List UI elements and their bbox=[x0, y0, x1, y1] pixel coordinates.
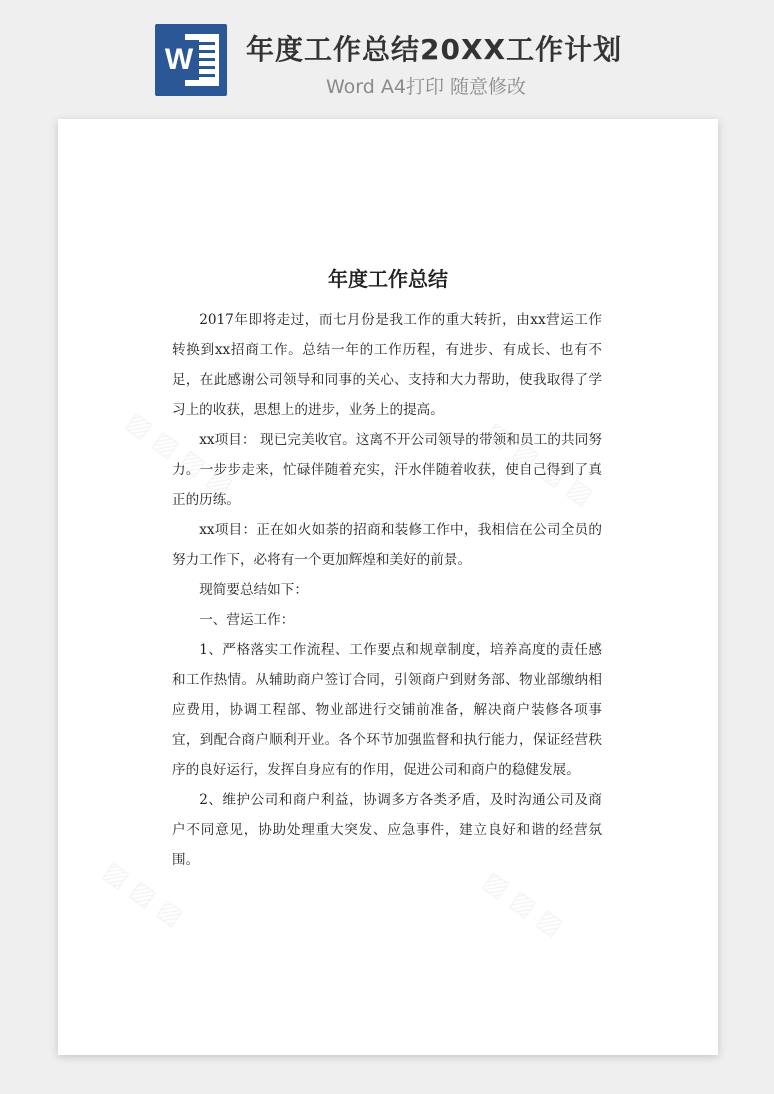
paragraph: 一、营运工作： bbox=[199, 612, 295, 628]
document-title: 年度工作总结 bbox=[328, 267, 448, 291]
word-letter-icon: W bbox=[159, 40, 199, 80]
paragraph: xx项目：正在如火如荼的招商和装修工作中，我相信在公司全员的努力工作下，必将有一个更加辉煌和美好的前景。 bbox=[172, 522, 602, 568]
document-body bbox=[172, 305, 602, 875]
paragraph: xx项目： 现已完美收官。这离不开公司领导的带领和员工的共同努力。一步步走来，忙碌伴随着充实，汗水伴随着收获，使自己得到了真正的历练。 bbox=[172, 432, 602, 508]
banner-subtitle: Word A4打印 随意修改 bbox=[326, 76, 527, 98]
paragraph: 2017年即将走过，而七月份是我工作的重大转折，由xx营运工作转换到xx招商工作。总结一年的工作历程，有进步、有成长、也有不足，在此感谢公司领导和同事的关心、支持和大力帮助，使我取得了学习上的收获，思想上的进步，业务上的提高。 bbox=[172, 312, 602, 418]
document-page bbox=[58, 119, 718, 1055]
watermark-decoration bbox=[478, 866, 569, 942]
banner-title: 年度工作总结20XX工作计划 bbox=[246, 33, 623, 66]
paragraph: 2、维护公司和商户利益，协调多方各类矛盾，及时沟通公司及商户不同意见，协助处理重大突发、应急事件，建立良好和谐的经营氛围。 bbox=[172, 792, 602, 868]
word-document-icon bbox=[155, 24, 227, 96]
paragraph: 1、严格落实工作流程、工作要点和规章制度，培养高度的责任感和工作热情。从辅助商户签订合同，引领商户到财务部、物业部缴纳相应费用，协调工程部、物业部进行交铺前准备，解决商户装修各项事宜，到配合商户顺利开业。各个环节加强监督和执行能力，保证经营秩序的良好运行，发挥自身应有的作用，促进公司和商户的稳健发展。 bbox=[172, 642, 602, 778]
paragraph: 现简要总结如下： bbox=[199, 582, 308, 598]
header-banner bbox=[0, 0, 774, 112]
